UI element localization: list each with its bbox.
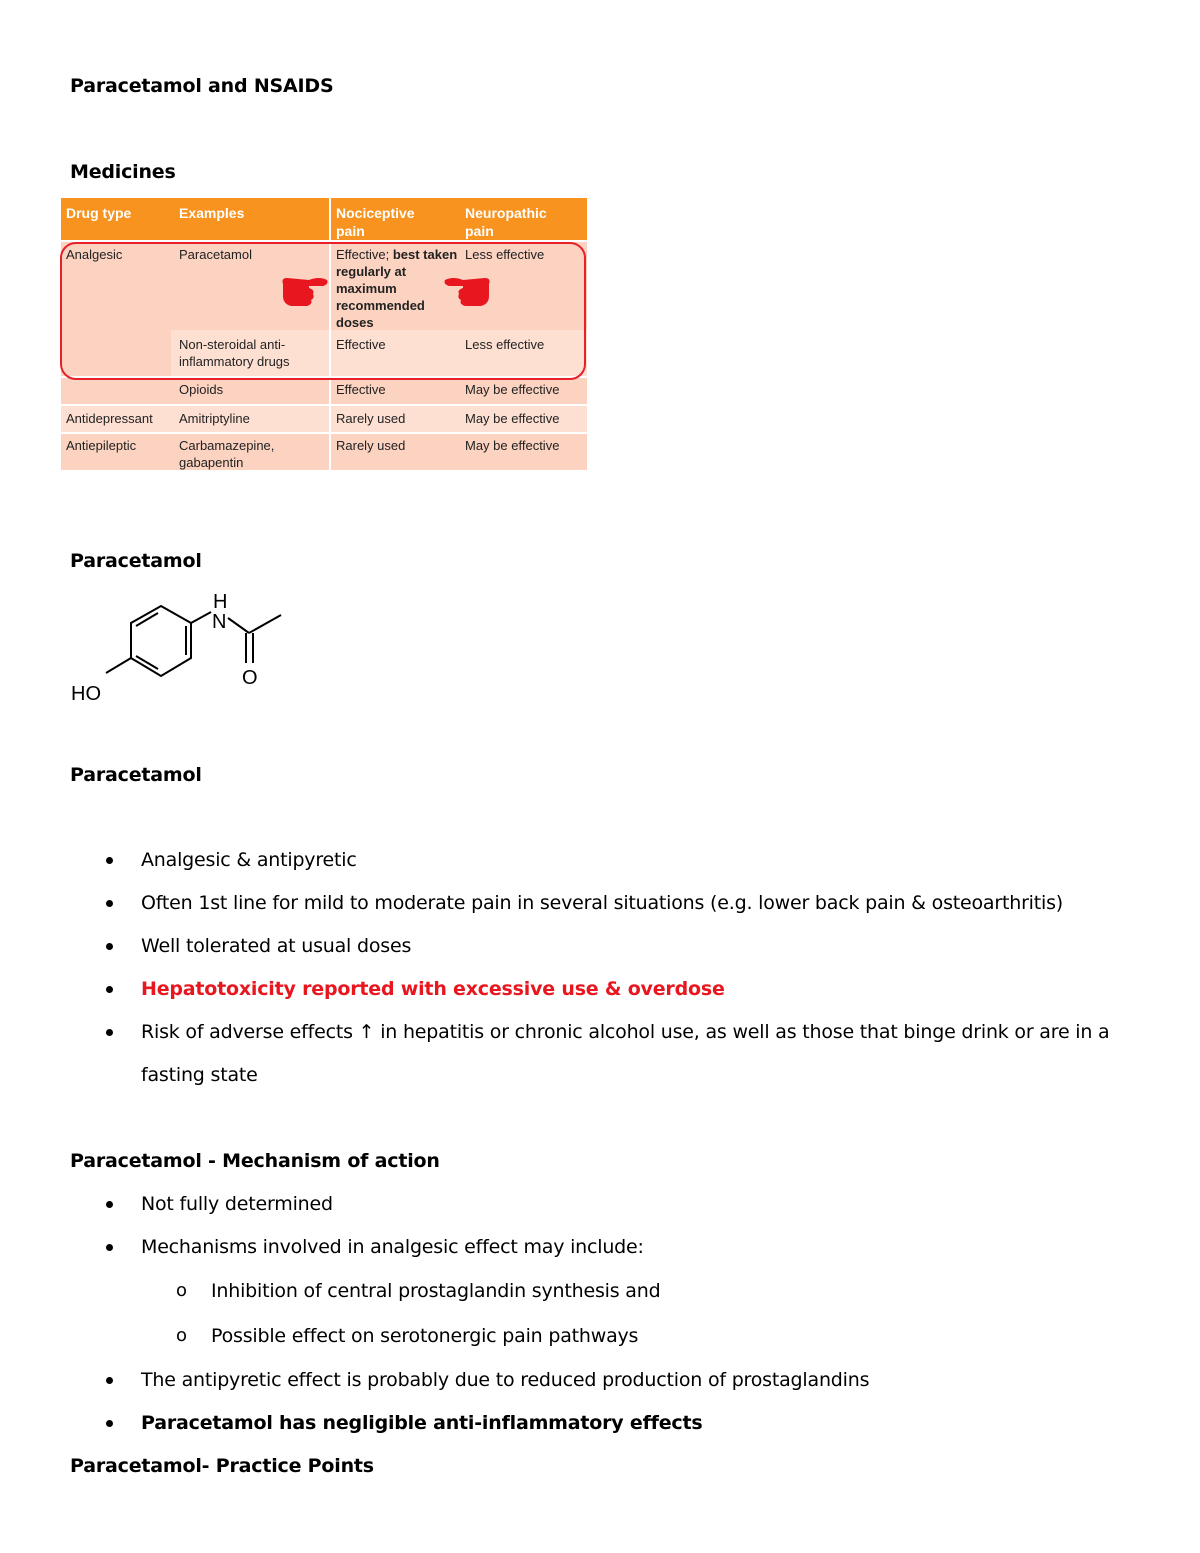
atom-h: H bbox=[213, 591, 228, 613]
sub-list-item: Possible effect on serotonergic pain pathways bbox=[211, 1325, 639, 1347]
section-heading: Paracetamol bbox=[70, 764, 202, 786]
list-item-warning: Hepatotoxicity reported with excessive use & overdose bbox=[141, 978, 725, 1000]
sub-bullet-icon: o bbox=[176, 1280, 188, 1301]
cell-neuropathic: May be effective bbox=[465, 382, 560, 397]
cell-nociceptive: Effective bbox=[336, 337, 386, 352]
atom-ho: HO bbox=[71, 683, 101, 705]
cell-neuropathic: Less effective bbox=[465, 337, 545, 352]
th-examples: Examples bbox=[179, 205, 245, 221]
bullet-icon bbox=[106, 1377, 113, 1384]
bullet-icon bbox=[106, 943, 113, 950]
list-item: Well tolerated at usual doses bbox=[141, 935, 412, 957]
cell-nociceptive: Rarely used bbox=[336, 411, 406, 426]
highlight-oval bbox=[60, 242, 586, 380]
cell-nociceptive: Effective bbox=[336, 382, 386, 397]
medicines-table bbox=[61, 198, 587, 470]
sub-list-item: Inhibition of central prostaglandin synthesis and bbox=[211, 1280, 661, 1302]
cell-example: Paracetamol bbox=[179, 247, 252, 262]
cell-example: Opioids bbox=[179, 382, 224, 397]
list-item: The antipyretic effect is probably due to reduced production of prostaglandins bbox=[141, 1369, 870, 1391]
bullet-icon bbox=[106, 1420, 113, 1427]
cell-type: Analgesic bbox=[66, 247, 123, 262]
bullet-icon bbox=[106, 1029, 113, 1036]
cell-example: Non-steroidal anti-inflammatory drugs bbox=[179, 337, 290, 369]
cell-example: Amitriptyline bbox=[179, 411, 250, 426]
th-drug-type: Drug type bbox=[66, 205, 132, 221]
cell-neuropathic: May be effective bbox=[465, 438, 560, 453]
section-heading: Paracetamol - Mechanism of action bbox=[70, 1150, 440, 1172]
list-item-continuation: fasting state bbox=[141, 1064, 258, 1086]
cell-nociceptive: Rarely used bbox=[336, 438, 406, 453]
th-neuropathic: Neuropathic pain bbox=[465, 205, 547, 239]
atom-o: O bbox=[242, 667, 258, 689]
cell-type: Antidepressant bbox=[66, 411, 153, 426]
list-item: Mechanisms involved in analgesic effect may include: bbox=[141, 1236, 644, 1258]
cell-nociceptive: Effective; best taken regularly at maximum recommended doses bbox=[336, 247, 458, 330]
cell-neuropathic: Less effective bbox=[465, 247, 545, 262]
th-nociceptive: Nociceptive pain bbox=[336, 205, 415, 239]
list-item: Risk of adverse effects ↑ in hepatitis or chronic alcohol use, as well as those that binge drink or are in a bbox=[141, 1021, 1110, 1043]
structure-heading: Paracetamol bbox=[70, 550, 202, 572]
list-item: Analgesic & antipyretic bbox=[141, 849, 357, 871]
list-item-emphasis: Paracetamol has negligible anti-inflammatory effects bbox=[141, 1412, 703, 1434]
sub-bullet-icon: o bbox=[176, 1325, 188, 1346]
page-title: Paracetamol and NSAIDS bbox=[70, 75, 334, 97]
paracetamol-structure-diagram bbox=[66, 588, 296, 713]
section-heading: Paracetamol- Practice Points bbox=[70, 1455, 374, 1477]
bullet-icon bbox=[106, 1201, 113, 1208]
cell-type: Antiepileptic bbox=[66, 438, 137, 453]
bullet-icon bbox=[106, 1244, 113, 1251]
medicines-heading: Medicines bbox=[70, 161, 176, 183]
list-item: Not fully determined bbox=[141, 1193, 333, 1215]
pointing-hand-right-icon bbox=[279, 274, 329, 308]
pointing-hand-left-icon bbox=[443, 274, 493, 308]
cell-example: Carbamazepine, gabapentin bbox=[179, 438, 275, 470]
bullet-icon bbox=[106, 857, 113, 864]
cell-neuropathic: May be effective bbox=[465, 411, 560, 426]
bullet-icon bbox=[106, 900, 113, 907]
list-item: Often 1st line for mild to moderate pain in several situations (e.g. lower back pain & osteoarthritis) bbox=[141, 892, 1064, 914]
atom-n: N bbox=[212, 611, 227, 633]
bullet-icon bbox=[106, 986, 113, 993]
